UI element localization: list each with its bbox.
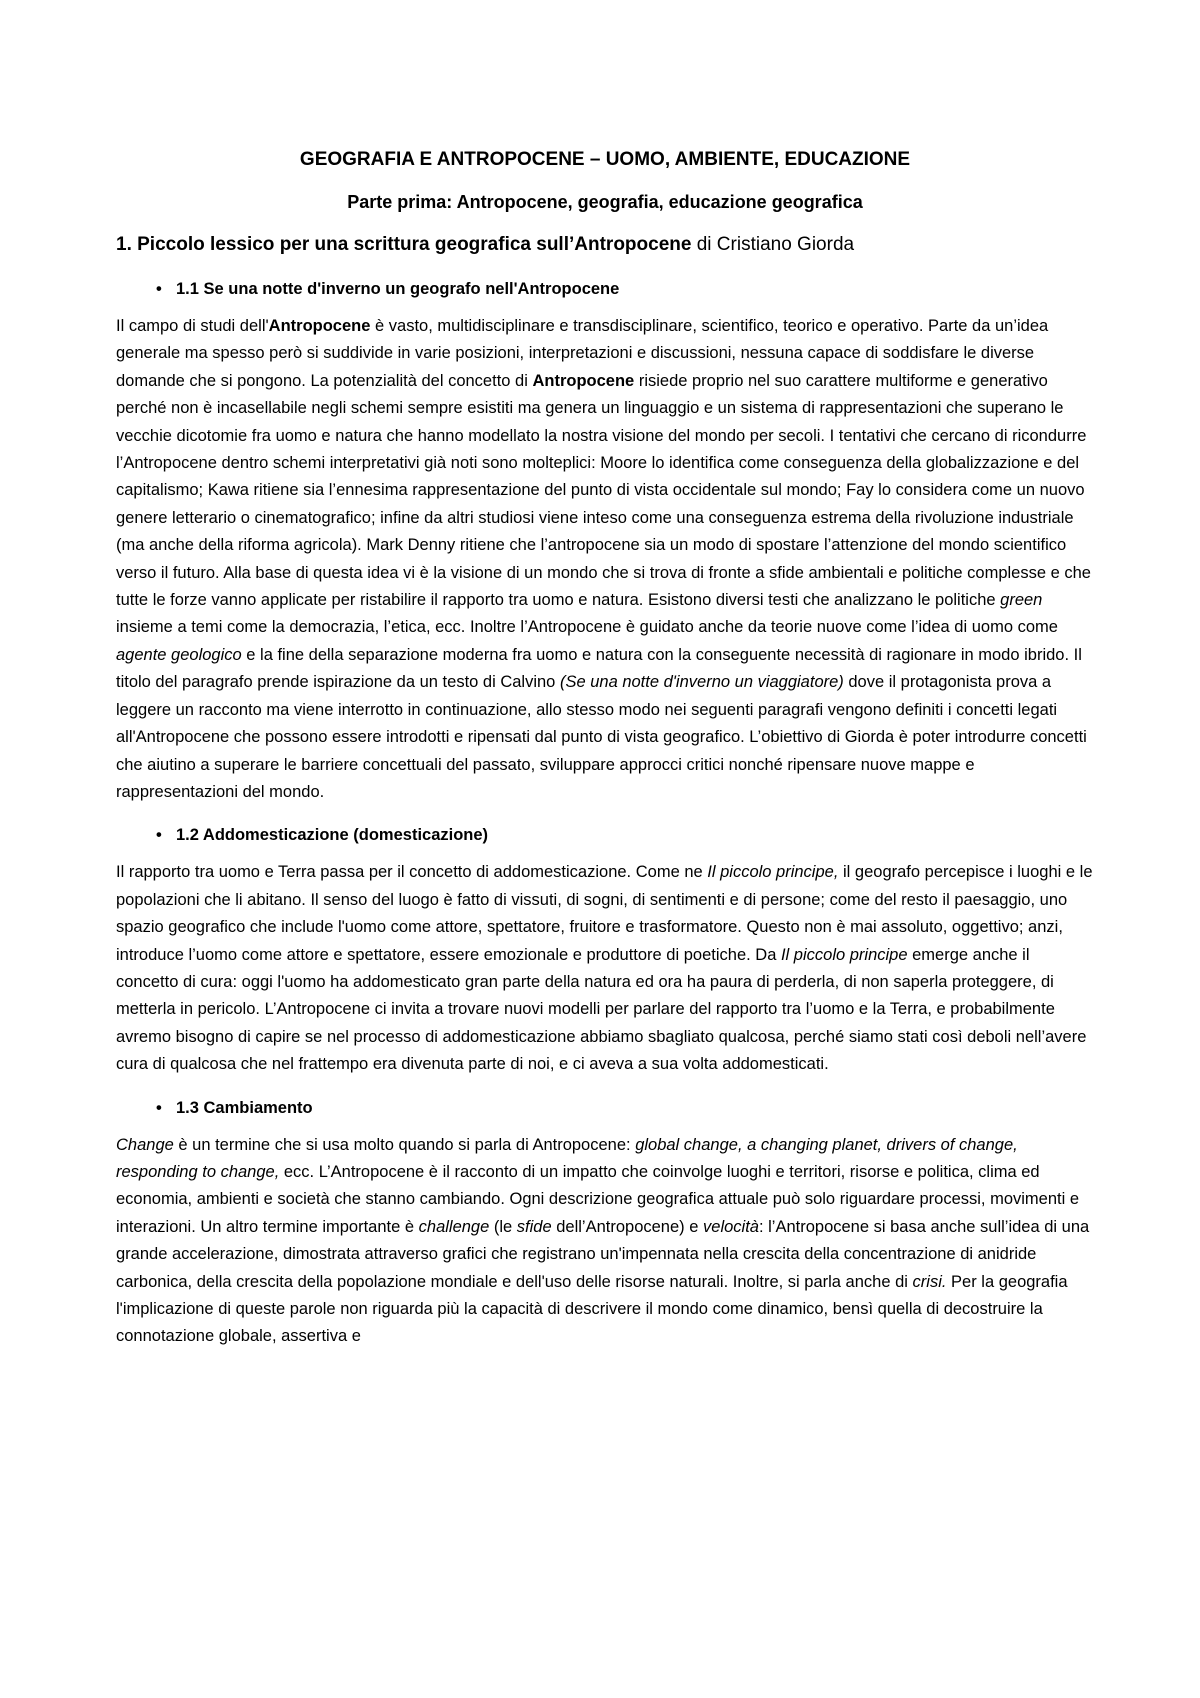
chapter-title <box>116 231 1094 259</box>
italic-term: sfide <box>516 1217 552 1236</box>
section-paragraph-1-1 <box>116 313 1094 806</box>
text-run: ecc. L’Antropocene è il racconto di un impatto che coinvolge luoghi e territori, risorse e politica, clima ed economia, ambienti e società che stanno cambiando. Ogni descrizione geografica attuale può solo riguardare processi, movimenti e interazioni. Un altro termine importante è <box>116 1162 1080 1236</box>
section-heading-1-1 <box>116 277 1094 301</box>
section-heading-1-3 <box>116 1096 1094 1120</box>
bullet-icon: • <box>156 1098 162 1117</box>
italic-term: challenge <box>418 1217 490 1236</box>
text-run: dove il protagonista prova a leggere un racconto ma viene interrotto in continuazione, allo stesso modo nei seguenti paragrafi vengono definiti i concetti legati all'Antropocene che possono essere introdotti e ripensati dal punto di vista geografico. L’obiettivo di Giorda è poter introdurre concetti che aiutino a superare le barriere concettuali del passato, sviluppare approcci critici nonché ripensare nuove mappe e rappresentazioni del mondo. <box>116 673 1087 801</box>
text-run: emerge anche il concetto di cura: oggi l'uomo ha addomesticato gran parte della natura ed ora ha paura di perderla, di non saperla proteggere, di metterla in pericolo. L’Antropocene ci invita a trovare nuovi modelli per parlare del rapporto tra l’uomo e la Terra, e probabilmente avremo bisogno di capire se nel processo di addomesticazione abbiamo sbagliato qualcosa, perché siamo stati così deboli nell’avere cura di qualcosa che nel frattempo era divenuta parte di noi, e ci aveva a sua volta addomesticati. <box>116 945 1087 1074</box>
section-heading-text: 1.1 Se una notte d'inverno un geografo nell'Antropocene <box>176 280 620 298</box>
italic-term: global change, a changing planet, drivers of change, responding to change, <box>116 1135 1018 1181</box>
italic-term: Il piccolo principe, <box>707 863 839 882</box>
text-run: risiede proprio nel suo carattere multiforme e generativo perché non è incasellabile negli schemi sempre esistiti ma genera un linguaggio e un sistema di rappresentazioni che superano le vecchie dicotomie fra uomo e natura che hanno modellato la nostra visione del mondo per secoli. I tentativi che cercano di ricondurre l’Antropocene dentro schemi interpretativi già noti sono molteplici: Moore lo identifica come conseguenza della globalizzazione e del capitalismo; Kawa ritiene sia l’ennesima rappresentazione del punto di vista occidentale sul mondo; Fay lo considera come un nuovo genere letterario o cinematografico; infine da altri studiosi viene inteso come una conseguenza estrema della rivoluzione industriale (ma anche della riforma agricola). Mark Denny ritiene che l’antropocene sia un modo di spostare l’attenzione del mondo scientifico verso il futuro. Alla base di questa idea vi è la visione di un mondo che si trova di fronte a sfide ambientali e politiche complesse e che tutte le forze vanno applicate per ristabilire il rapporto tra uomo e natura. Esistono diversi testi che analizzano le politiche <box>116 371 1091 610</box>
text-run: (le <box>489 1217 517 1236</box>
italic-term: crisi. <box>912 1272 947 1291</box>
italic-term: green <box>1000 591 1043 610</box>
section-heading-1-2 <box>116 823 1094 847</box>
chapter-author: di Cristiano Giorda <box>696 234 855 255</box>
text-run: Il rapporto tra uomo e Terra passa per il concetto di addomesticazione. Come ne <box>116 863 708 882</box>
bold-term: Antropocene <box>268 317 371 335</box>
italic-term: (Se una notte d'inverno un viaggiatore) <box>559 673 844 692</box>
text-run: è un termine che si usa molto quando si parla di Antropocene: <box>173 1135 636 1154</box>
document-title: GEOGRAFIA E ANTROPOCENE – UOMO, AMBIENTE, EDUCAZIONE <box>299 149 911 170</box>
section-paragraph-1-3 <box>116 1132 1094 1351</box>
bullet-icon: • <box>156 826 162 845</box>
section-heading-text: 1.2 Addomesticazione (domesticazione) <box>176 826 489 845</box>
document-subtitle: Parte prima: Antropocene, geografia, educazione geografica <box>347 192 863 212</box>
text-run: il geografo percepisce i luoghi e le popolazioni che li abitano. Il senso del luogo è fatto di vissuti, di sogni, di sentimenti e di persone; come del resto il paesaggio, uno spazio geografico che include l'uomo come attore, spettatore, fruitore e trasformatore. Questo non è mai assoluto, oggettivo; anzi, introduce l’uomo come attore e spettatore, essere emozionale e produttore di poetiche. Da <box>116 863 1093 964</box>
italic-term: Il piccolo principe <box>780 945 908 964</box>
text-run: è vasto, multidisciplinare e transdisciplinare, scientifico, teorico e operativo. Parte da un’idea generale ma spesso però si suddivide in varie posizioni, interpretazioni e discussioni, nessuna capace di soddisfare le diverse domande che si pongono. La potenzialità del concetto di <box>116 317 1049 390</box>
text-run: Il campo di studi dell' <box>116 317 269 335</box>
section-paragraph-1-2 <box>116 859 1094 1078</box>
text-run: Per la geografia l'implicazione di queste parole non riguarda più la capacità di descrivere il mondo come dinamico, bensì quella di decostruire la connotazione globale, assertiva e <box>116 1272 1068 1346</box>
chapter-title-text: 1. Piccolo lessico per una scrittura geografica sull’Antropocene <box>116 234 692 255</box>
italic-term: Change <box>116 1135 174 1154</box>
bullet-icon: • <box>156 280 162 298</box>
text-run: dell’Antropocene) e <box>551 1217 704 1236</box>
text-run: e la fine della separazione moderna fra uomo e natura con la conseguente necessità di ragionare in modo ibrido. Il titolo del paragrafo prende ispirazione da un testo di Calvino <box>116 645 1082 692</box>
italic-term: agente geologico <box>116 645 242 664</box>
bold-term: Antropocene <box>532 371 635 390</box>
section-heading-text: 1.3 Cambiamento <box>176 1098 313 1117</box>
text-run: insieme a temi come la democrazia, l’etica, ecc. Inoltre l’Antropocene è guidato anche da teorie nuove come l’idea di uomo come <box>116 618 1058 637</box>
text-run: : l’Antropocene si basa anche sull’idea di una grande accelerazione, dimostrata attraverso grafici che registrano un'impennata nella crescita della concentrazione di anidride carbonica, della crescita della popolazione mondiale e dell'uso delle risorse naturali. Inoltre, si parla anche di <box>116 1217 1090 1291</box>
italic-term: velocità <box>703 1217 759 1236</box>
